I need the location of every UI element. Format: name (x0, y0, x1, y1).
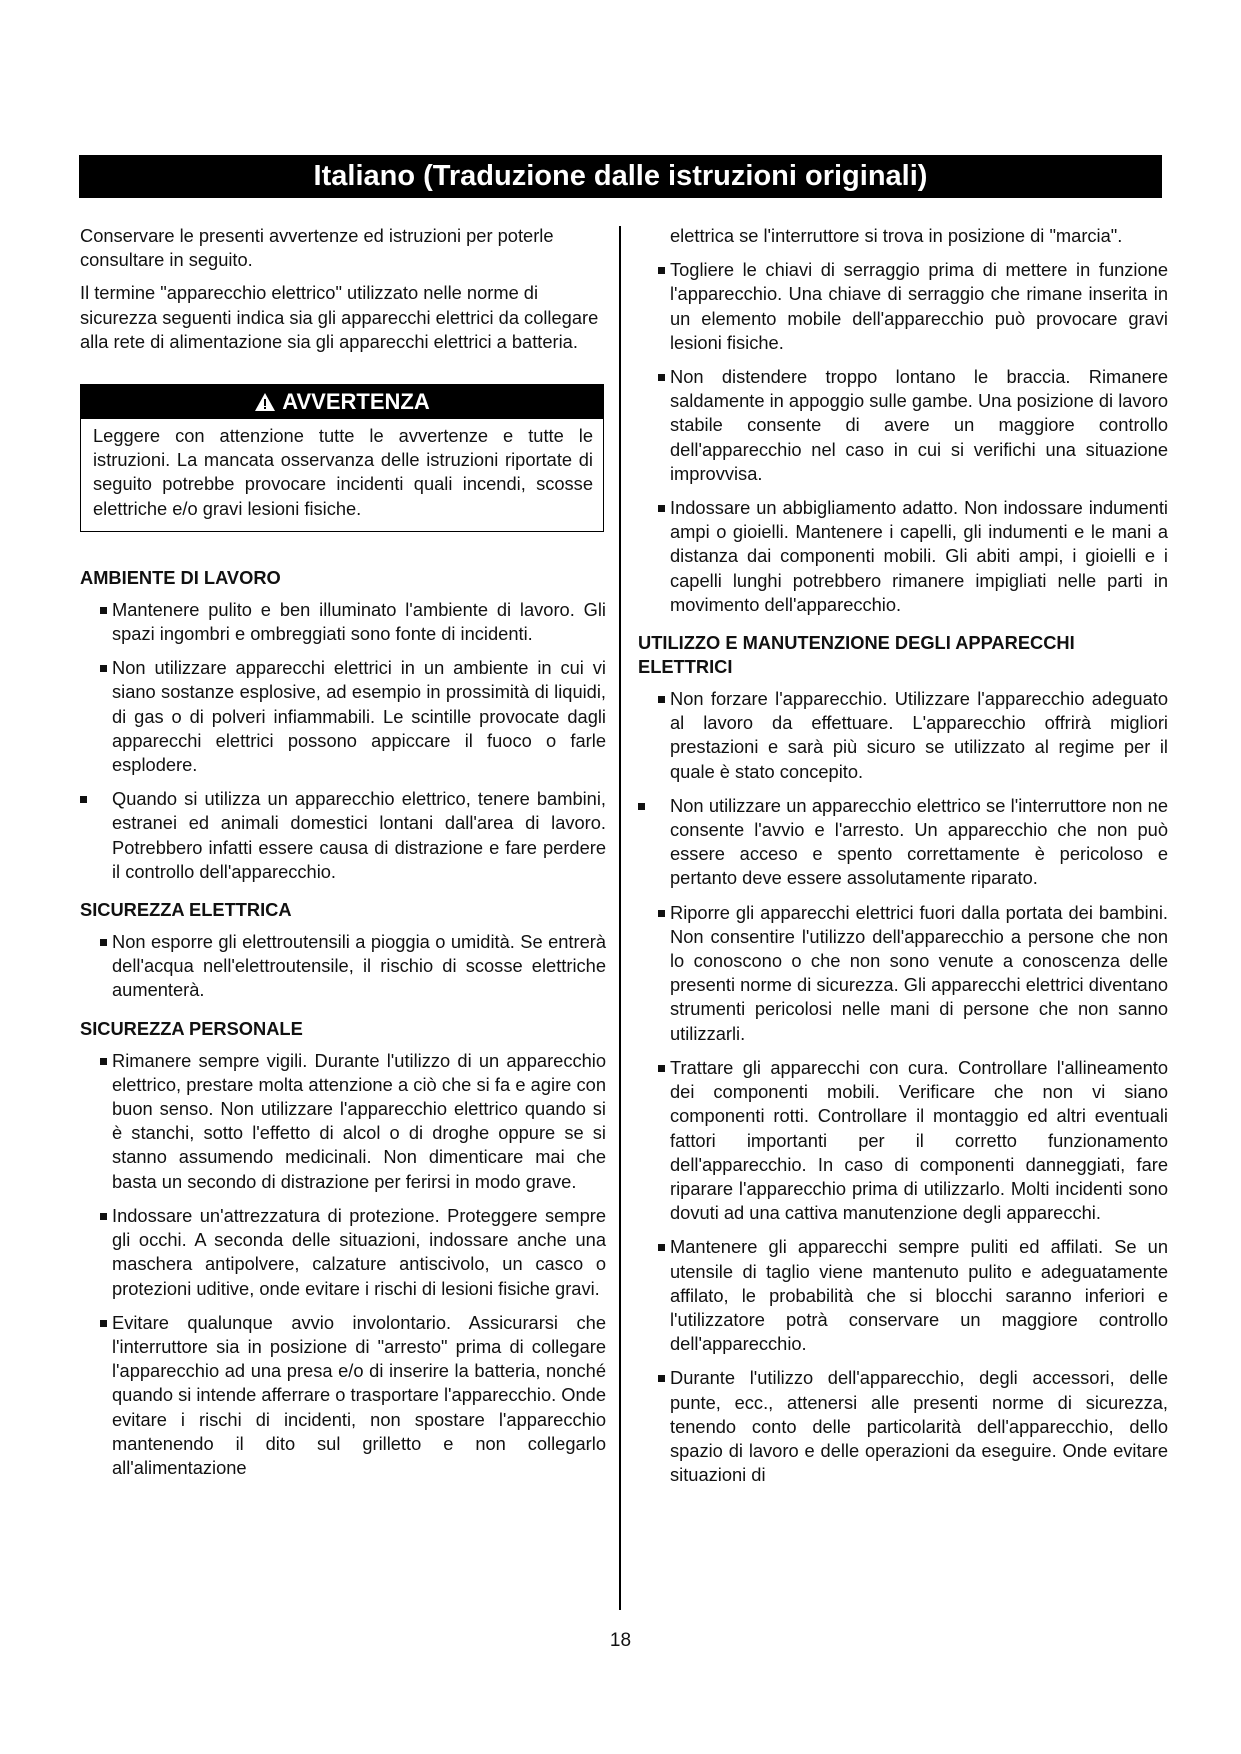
list-item: Non forzare l'apparecchio. Utilizzare l'apparecchio adeguato al lavoro da effettuare. L'apparecchio offrirà migliori prestazioni e sarà più sicuro se utilizzato al regime per il quale è stato concepito. (638, 687, 1168, 784)
page-title: Italiano (Traduzione dalle istruzioni originali) (313, 160, 928, 192)
bullet-icon (100, 665, 107, 672)
bullet-icon (658, 1244, 665, 1251)
list-item: Indossare un abbigliamento adatto. Non indossare indumenti ampi o gioielli. Mantenere i capelli, gli indumenti e le mani a distanza dai componenti mobili. Gli abiti ampi, i gioielli e i capelli lunghi potrebbero rimanere impigliati nelle parti in movimento dell'apparecchio. (638, 496, 1168, 617)
list-item: Quando si utilizza un apparecchio elettrico, tenere bambini, estranei ed animali domestici lontani dall'area di lavoro. Potrebbero infatti essere causa di distrazione e fare perdere il controllo dell'apparecchio. (80, 787, 606, 884)
warning-header (81, 385, 603, 419)
bullet-icon (658, 1375, 665, 1382)
bullet-list (80, 598, 606, 884)
bullet-list (638, 224, 1168, 617)
list-item: Non esporre gli elettroutensili a pioggia o umidità. Se entrerà dell'acqua nell'elettroutensile, il rischio di scosse elettriche aumenterà. (80, 930, 606, 1003)
list-item: Trattare gli apparecchi con cura. Controllare l'allineamento dei componenti mobili. Verificare che non vi siano componenti rotti. Controllare il montaggio ed altri eventuali fattori importanti per il corretto funzionamento dell'apparecchio. In caso di componenti danneggiati, fare riparare l'apparecchio prima di utilizzarlo. Molti incidenti sono dovuti ad una cattiva manutenzione degli apparecchi. (638, 1056, 1168, 1225)
list-item: Rimanere sempre vigili. Durante l'utilizzo di un apparecchio elettrico, prestare molta attenzione a ciò che si fa e agire con buon senso. Non utilizzare l'apparecchio elettrico quando si è stanchi, sotto l'effetto di alcol o di droghe oppure se si stanno assumendo medicinali. Non dimenticare mai che basta un secondo di distrazione per ferirsi in modo grave. (80, 1049, 606, 1194)
bullet-icon (658, 696, 665, 703)
list-item-continuation: elettrica se l'interruttore si trova in posizione di "marcia". (670, 225, 1123, 246)
warning-text: Leggere con attenzione tutte le avvertenze e tutte le istruzioni. La mancata osservanza delle istruzioni riportate di seguito potrebbe provocare incidenti quali incendi, scosse elettriche e/o gravi lesioni fisiche. (93, 425, 593, 519)
list-item: Togliere le chiavi di serraggio prima di mettere in funzione l'apparecchio. Una chiave di serraggio che rimane inserita in un elemento mobile dell'apparecchio può provocare gravi lesioni fisiche. (638, 258, 1168, 355)
list-item: Indossare un'attrezzatura di protezione. Proteggere sempre gli occhi. A seconda delle situazioni, indossare anche una maschera antipolvere, calzature antiscivolo, un casco o protezioni uditive, onde evitare i rischi di lesioni fisiche gravi. (80, 1204, 606, 1301)
bullet-icon (658, 1065, 665, 1072)
section-heading: AMBIENTE DI LAVORO (80, 566, 281, 588)
bullet-icon (100, 939, 107, 946)
bullet-icon (80, 796, 87, 803)
bullet-list (80, 1049, 606, 1480)
column-divider (619, 226, 621, 1610)
bullet-list (638, 687, 1168, 1487)
section-heading: SICUREZZA ELETTRICA (80, 899, 292, 921)
bullet-icon (100, 1213, 107, 1220)
left-column (80, 224, 606, 1490)
bullet-icon (658, 374, 665, 381)
bullet-icon (100, 1058, 107, 1065)
bullet-icon (658, 505, 665, 512)
list-item: Non utilizzare apparecchi elettrici in un ambiente in cui vi siano sostanze esplosive, ad esempio in prossimità di liquidi, di gas o di polveri infiammabili. Le scintille provocate dagli apparecchi elettrici possono appiccare il fuoco o farle esplodere. (80, 656, 606, 777)
bullet-icon (658, 910, 665, 917)
list-item: Durante l'utilizzo dell'apparecchio, degli accessori, delle punte, ecc., attenersi alle presenti norme di sicurezza, tenendo conto delle particolarità dell'apparecchio, dello spazio di lavoro e delle operazioni da eseguire. Onde evitare situazioni di (638, 1366, 1168, 1487)
list-item: Non distendere troppo lontano le braccia. Rimanere saldamente in appoggio sulle gambe. Una posizione di lavoro stabile consente di avere un maggiore controllo dell'apparecchio nel caso in cui si verifichi una situazione improvvisa. (638, 365, 1168, 486)
list-item: Riporre gli apparecchi elettrici fuori dalla portata dei bambini. Non consentire l'utilizzo dell'apparecchio a persone che non lo conoscono o che non sono venute a conoscenza delle presenti norme di sicurezza. Gli apparecchi elettrici diventano strumenti pericolosi nelle mani di persone che non sanno utilizzarli. (638, 901, 1168, 1046)
right-column (638, 224, 1168, 1497)
warning-triangle-icon (254, 392, 276, 412)
list-item: Non utilizzare un apparecchio elettrico se l'interruttore non ne consente l'avvio e l'arresto. Un apparecchio che non può essere acceso e spento correttamente è pericoloso e pertanto deve essere assolutamente riparato. (638, 794, 1168, 891)
section-heading: SICUREZZA PERSONALE (80, 1017, 303, 1039)
bullet-icon (100, 607, 107, 614)
intro-paragraph: Conservare le presenti avvertenze ed istruzioni per poterle consultare in seguito. (80, 225, 554, 271)
warning-title: AVVERTENZA (282, 388, 430, 414)
list-item: Mantenere gli apparecchi sempre puliti ed affilati. Se un utensile di taglio viene mantenuto pulito e adeguatamente affilato, le probabilità che si blocchi saranno inferiori e l'utilizzatore potrà conservare un maggiore controllo dell'apparecchio. (638, 1235, 1168, 1356)
page-number: 18 (609, 1630, 632, 1651)
bullet-icon (658, 267, 665, 274)
list-item: Mantenere pulito e ben illuminato l'ambiente di lavoro. Gli spazi ingombri e ombreggiati sono fonte di incidenti. (80, 598, 606, 646)
list-item: Evitare qualunque avvio involontario. Assicurarsi che l'interruttore sia in posizione di "arresto" prima di collegare l'apparecchio ad una presa e/o di inserire la batteria, nonché quando si intende afferrare o trasportare l'apparecchio. Onde evitare i rischi di incidenti, non spostare l'apparecchio mantenendo il dito sul grilletto e non collegarlo all'alimentazione (80, 1311, 606, 1480)
intro-paragraph: Il termine "apparecchio elettrico" utilizzato nelle norme di sicurezza seguenti indica sia gli apparecchi elettrici da collegare alla rete di alimentazione sia gli apparecchi elettrici a batteria. (80, 282, 599, 352)
bullet-icon (100, 1320, 107, 1327)
page-title-bar (79, 155, 1162, 198)
warning-box (80, 384, 604, 532)
bullet-icon (638, 803, 645, 810)
section-heading: UTILIZZO E MANUTENZIONE DEGLI APPARECCHI ELETTRICI (638, 632, 1075, 678)
bullet-list (80, 930, 606, 1003)
